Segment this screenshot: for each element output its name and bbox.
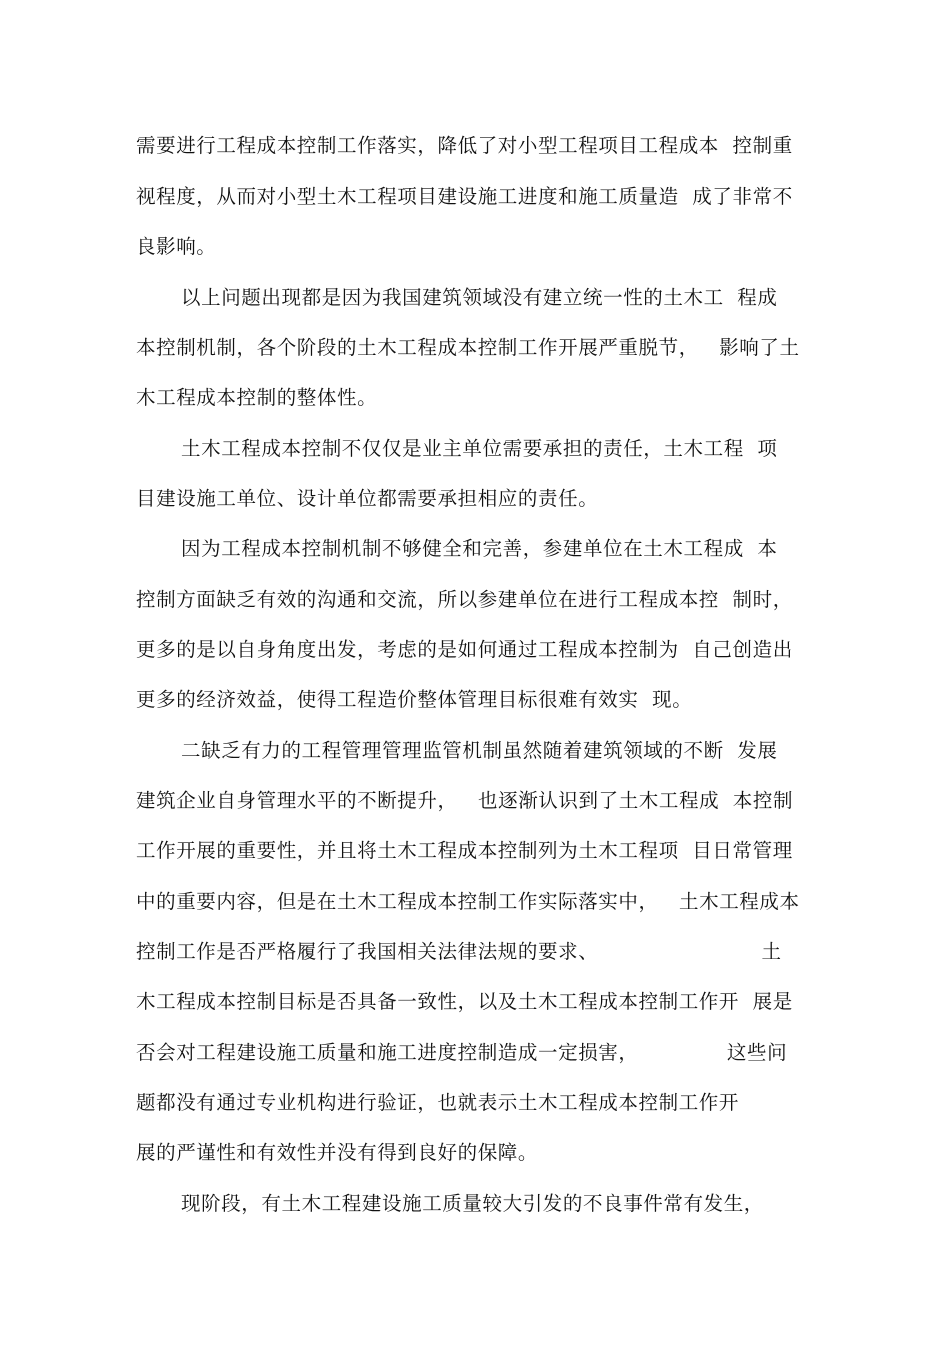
- text-line: 木工程成本控制的整体性。: [136, 386, 378, 409]
- text-line: 题都没有通过专业机构进行验证，也就表示土木工程成本控制工作开: [136, 1091, 740, 1114]
- paragraph-start-line: 土木工程成本控制不仅仅是业主单位需要承担的责任，土木工程 项: [181, 437, 778, 460]
- paragraph-start-line: 现阶段，有土木工程建设施工质量较大引发的不良事件常有发生，: [181, 1192, 764, 1215]
- text-line: 本控制机制，各个阶段的土木工程成本控制工作开展严重脱节， 影响了土: [136, 336, 800, 359]
- text-line: 需要进行工程成本控制工作落实，降低了对小型工程项目工程成本 控制重: [136, 134, 793, 157]
- text-line: 中的重要内容，但是在土木工程成本控制工作实际落实中， 土木工程成本: [136, 890, 800, 913]
- text-line: 视程度，从而对小型土木工程项目建设施工进度和施工质量造 成了非常不: [136, 185, 793, 208]
- text-line: 否会对工程建设施工质量和施工进度控制造成一定损害， 这些问: [136, 1041, 788, 1064]
- text-line: 木工程成本控制目标是否具备一致性，以及土木工程成本控制工作开 展是: [136, 990, 793, 1013]
- paragraph-start-line: 以上问题出现都是因为我国建筑领域没有建立统一性的土木工 程成: [181, 286, 778, 309]
- text-line: 目建设施工单位、设计单位都需要承担相应的责任。: [136, 487, 599, 510]
- text-line: 控制工作是否严格履行了我国相关法律法规的要求、 土: [136, 940, 782, 963]
- text-line: 更多的经济效益，使得工程造价整体管理目标很难有效实 现。: [136, 688, 693, 711]
- text-line: 展的严谨性和有效性并没有得到良好的保障。: [136, 1141, 539, 1164]
- text-line: 良影响。: [136, 235, 217, 258]
- paragraph-start-line: 二缺乏有力的工程管理管理监管机制虽然随着建筑领域的不断 发展: [181, 739, 778, 762]
- text-line: 工作开展的重要性，并且将土木工程成本控制列为土木工程项 目日常管理: [136, 839, 793, 862]
- text-line: 建筑企业自身管理水平的不断提升， 也逐渐认识到了土木工程成 本控制: [136, 789, 794, 812]
- text-line: 更多的是以自身角度出发，考虑的是如何通过工程成本控制为 自己创造出: [136, 638, 793, 661]
- text-line: 控制方面缺乏有效的沟通和交流，所以参建单位在进行工程成本控 制时，: [136, 588, 793, 611]
- paragraph-start-line: 因为工程成本控制机制不够健全和完善，参建单位在土木工程成 本: [181, 537, 778, 560]
